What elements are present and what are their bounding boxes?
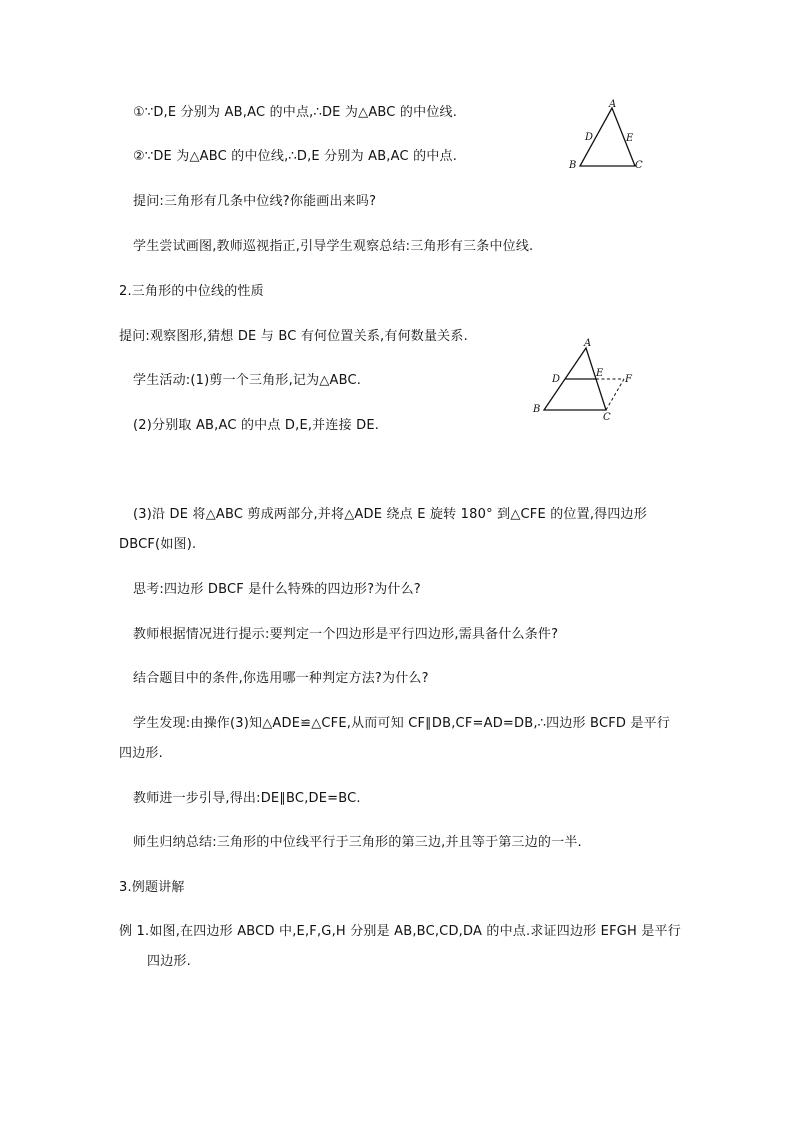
label-A: A	[609, 99, 617, 110]
label-E: E	[626, 133, 634, 144]
paragraph-teacher-guide: 教师进一步引导,得出:DE∥BC,DE=BC.	[133, 791, 361, 806]
segment-cf-dashed	[606, 379, 624, 410]
section-heading-examples: 3.例题讲解	[119, 880, 185, 895]
label-C: C	[603, 412, 611, 420]
label-E: E	[596, 368, 604, 379]
figure-parallelogram-dbcf	[526, 334, 646, 420]
paragraph-activity-step3-cont: DBCF(如图).	[119, 537, 197, 552]
paragraph-teacher-hint: 教师根据情况进行提示:要判定一个四边形是平行四边形,需具备什么条件?	[133, 627, 559, 642]
paragraph-student-drawing: 学生尝试画图,教师巡视指正,引导学生观察总结:三角形有三条中位线.	[133, 239, 534, 254]
paragraph-midline-definition-2: ②∵DE 为△ABC 的中位线,∴D,E 分别为 AB,AC 的中点.	[133, 149, 458, 164]
paragraph-think: 思考:四边形 DBCF 是什么特殊的四边形?为什么?	[133, 582, 421, 597]
label-D: D	[552, 374, 561, 385]
label-B: B	[533, 404, 541, 415]
label-F: F	[625, 374, 632, 385]
label-D: D	[585, 132, 594, 143]
paragraph-activity-step2: (2)分别取 AB,AC 的中点 D,E,并连接 DE.	[133, 418, 380, 433]
paragraph-activity-step3: (3)沿 DE 将△ABC 剪成两部分,并将△ADE 绕点 E 旋转 180° 到△CFE 的位置,得四边形	[133, 507, 647, 522]
label-C: C	[635, 160, 643, 171]
paragraph-student-finding: 学生发现:由操作(3)知△ADE≌△CFE,从而可知 CF∥DB,CF=AD=DB,∴四边形 BCFD 是平行	[133, 716, 671, 731]
paragraph-midline-definition-1: ①∵D,E 分别为 AB,AC 的中点,∴DE 为△ABC 的中位线.	[133, 105, 458, 120]
section-heading-properties: 2.三角形的中位线的性质	[119, 284, 264, 299]
label-A: A	[584, 338, 592, 349]
paragraph-student-finding-cont: 四边形.	[119, 746, 163, 761]
paragraph-example1: 例 1.如图,在四边形 ABCD 中,E,F,G,H 分别是 AB,BC,CD,DA 的中点.求证四边形 EFGH 是平行	[119, 924, 681, 939]
paragraph-method-choice: 结合题目中的条件,你选用哪一种判定方法?为什么?	[133, 671, 429, 686]
paragraph-question-relation: 提问:观察图形,猜想 DE 与 BC 有何位置关系,有何数量关系.	[119, 329, 468, 344]
paragraph-summary: 师生归纳总结:三角形的中位线平行于三角形的第三边,并且等于第三边的一半.	[133, 835, 582, 850]
label-B: B	[569, 160, 577, 171]
paragraph-activity-step1: 学生活动:(1)剪一个三角形,记为△ABC.	[133, 373, 362, 388]
figure-triangle-abc	[562, 98, 648, 172]
paragraph-question-count: 提问:三角形有几条中位线?你能画出来吗?	[133, 194, 377, 209]
paragraph-example1-cont: 四边形.	[147, 954, 191, 969]
